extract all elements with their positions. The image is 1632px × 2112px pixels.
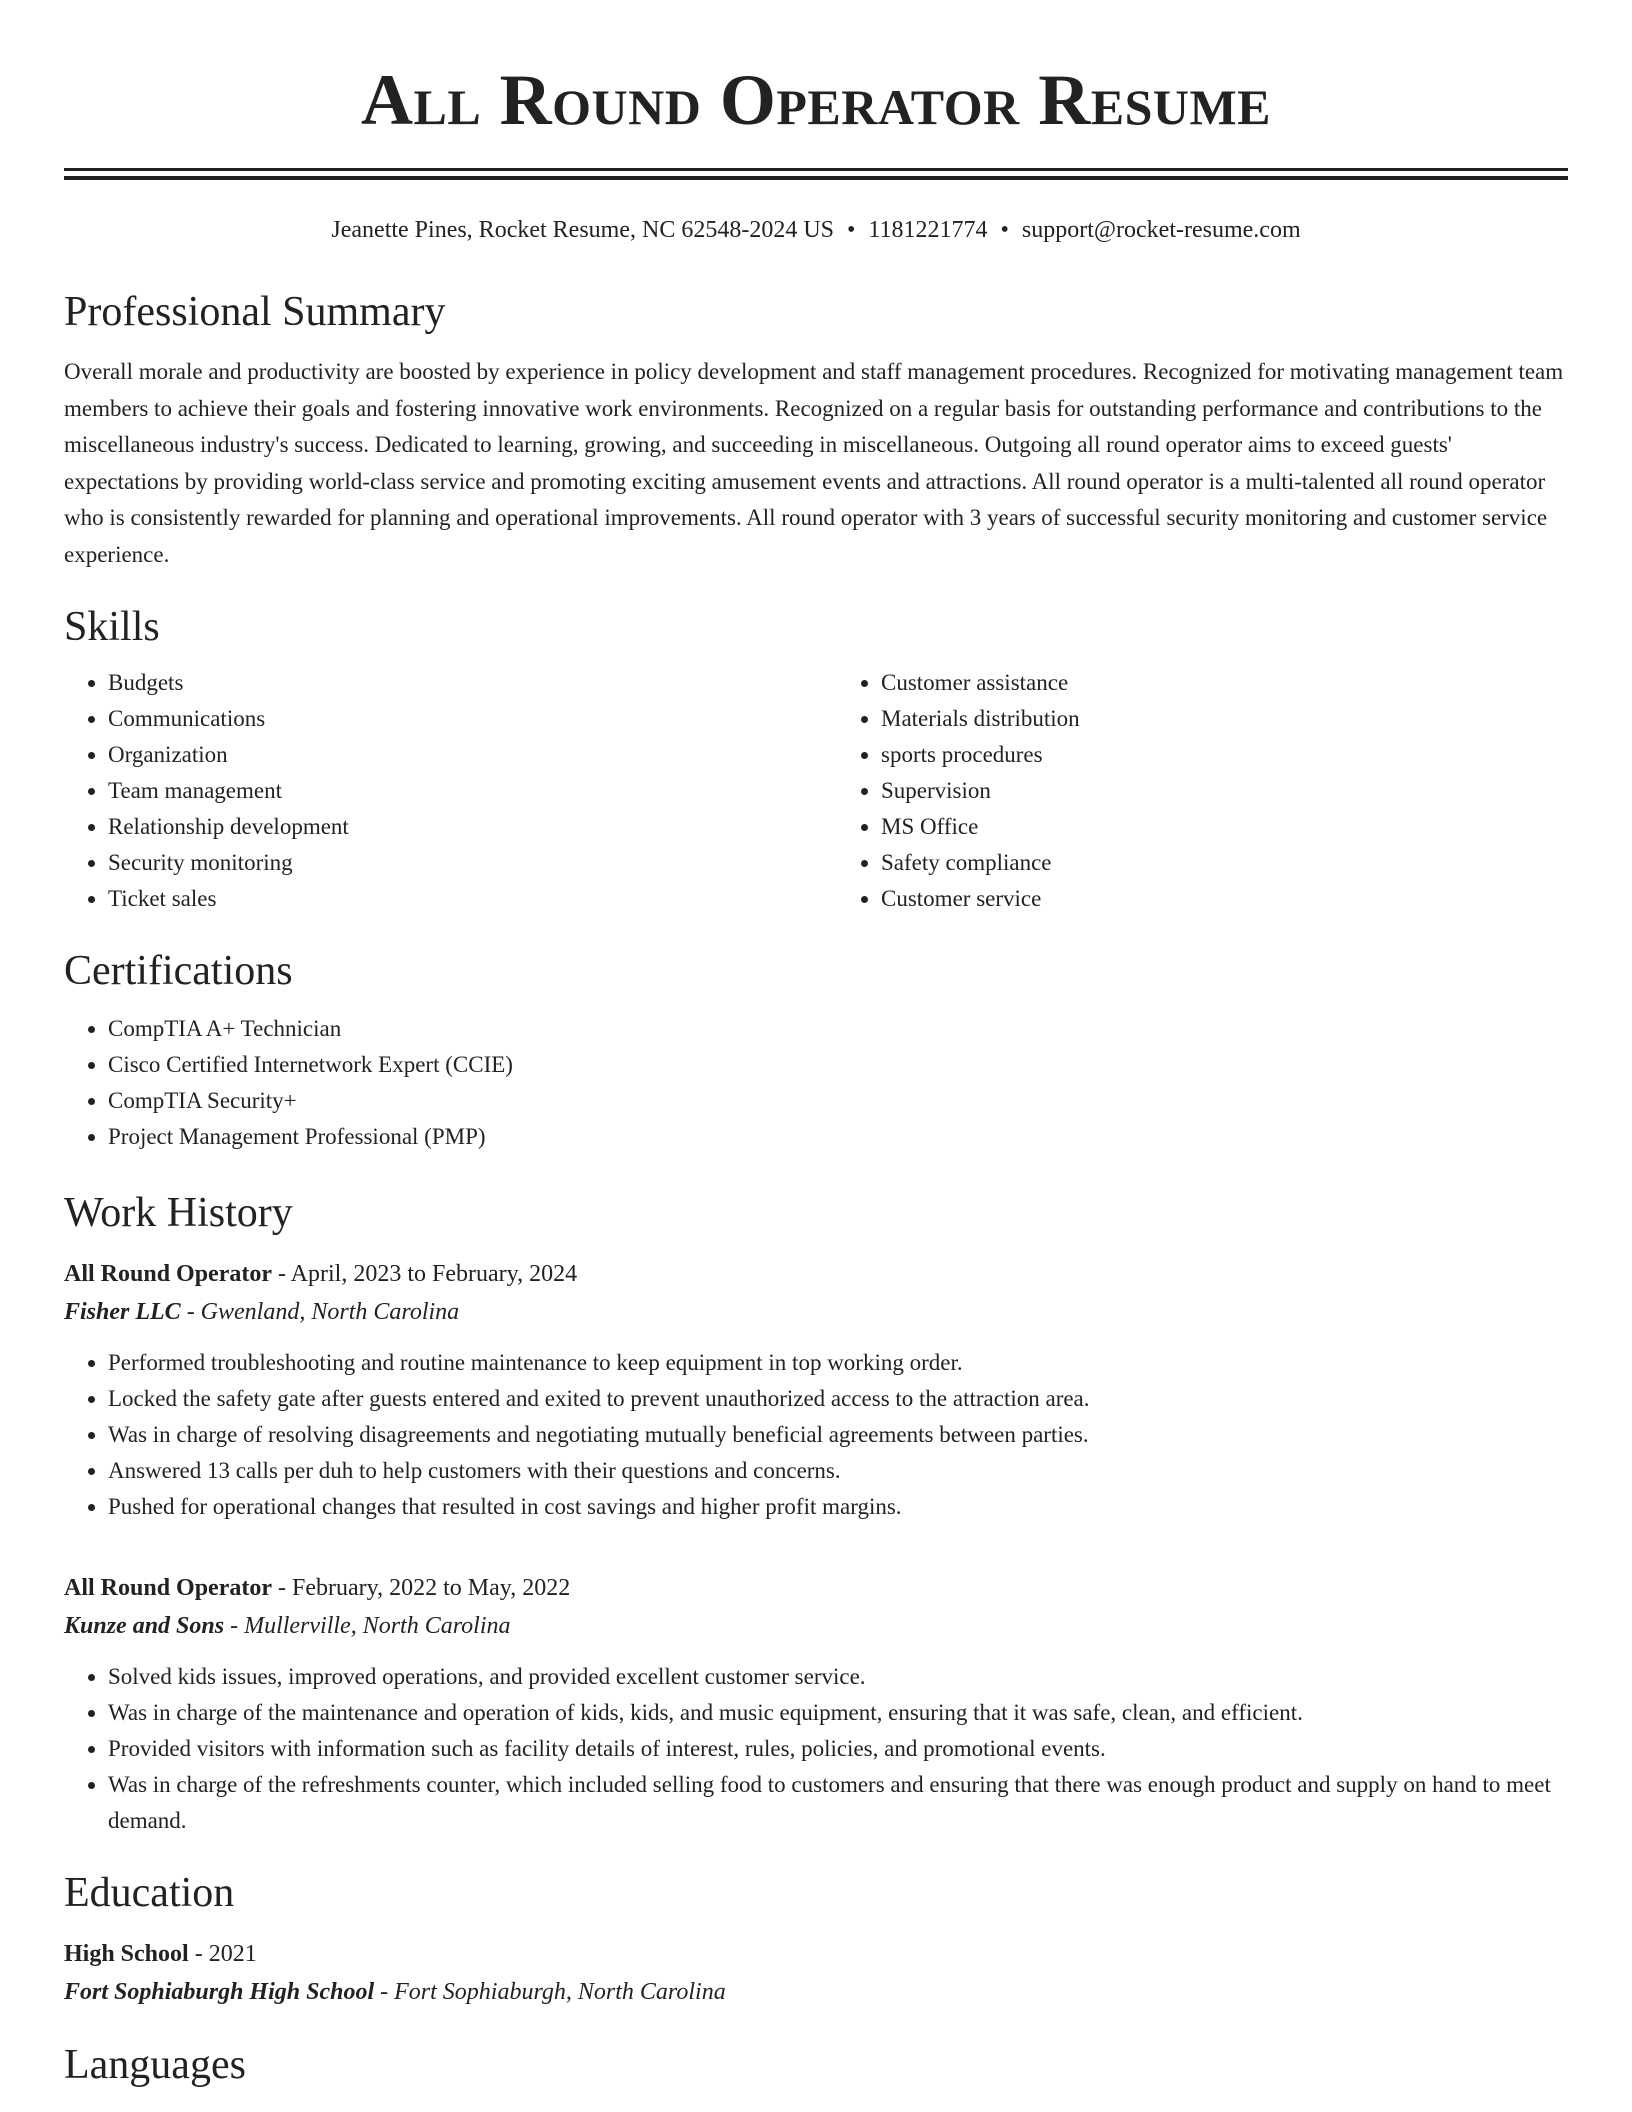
- skills-columns: [64, 665, 1568, 917]
- skill-item: • Communications: [108, 701, 795, 737]
- contact-line: [64, 214, 1568, 246]
- skill-item: • Safety compliance: [881, 845, 1568, 881]
- job-title-line: [64, 1569, 1568, 1607]
- certification-item: • CompTIA Security+: [108, 1083, 1568, 1119]
- contact-phone: 1181221774: [868, 217, 988, 243]
- job-location: - Gwenland, North Carolina: [180, 1299, 460, 1325]
- skills-heading: Skills: [64, 604, 160, 650]
- education-location: - Fort Sophiaburgh, North Carolina: [374, 1979, 726, 2005]
- resume-title: All Round Operator Resume: [360, 60, 1272, 140]
- job-bullet: • Was in charge of the maintenance and operation of kids, kids, and music equipment, ensuring that it was safe, clean, and efficient.: [108, 1695, 1568, 1731]
- job-location: - Mullerville, North Carolina: [224, 1613, 511, 1639]
- summary-heading: Professional Summary: [64, 289, 446, 335]
- education-school-line: [64, 1973, 1568, 2011]
- contact-separator: •: [847, 217, 856, 243]
- education-heading: Education: [64, 1870, 235, 1916]
- skill-item: • Customer service: [881, 881, 1568, 917]
- skill-item: • sports procedures: [881, 737, 1568, 773]
- job-bullet: • Locked the safety gate after guests entered and exited to prevent unauthorized access to the attraction area.: [108, 1381, 1568, 1417]
- education-school: Fort Sophiaburgh High School: [64, 1979, 375, 2005]
- job-company: Fisher LLC: [64, 1299, 181, 1325]
- job-company-line: [64, 1607, 1568, 1645]
- job-dates: - April, 2023 to February, 2024: [272, 1261, 578, 1287]
- certification-item: • CompTIA A+ Technician: [108, 1011, 1568, 1047]
- title-divider-top: [64, 168, 1568, 171]
- job-title: All Round Operator: [64, 1575, 273, 1601]
- skill-item: • Budgets: [108, 665, 795, 701]
- languages-heading: Languages: [64, 2042, 246, 2088]
- skill-item: • Customer assistance: [881, 665, 1568, 701]
- job-bullet: • Performed troubleshooting and routine maintenance to keep equipment in top working order.: [108, 1345, 1568, 1381]
- job-title: All Round Operator: [64, 1261, 273, 1287]
- title-divider-bottom: [64, 176, 1568, 180]
- job-bullets: [64, 1659, 1568, 1839]
- skill-item: • MS Office: [881, 809, 1568, 845]
- job-entry: [64, 1569, 1568, 1839]
- job-bullets: [64, 1345, 1568, 1525]
- certification-item: • Project Management Professional (PMP): [108, 1119, 1568, 1155]
- job-bullet: • Provided visitors with information such as facility details of interest, rules, policies, and promotional events.: [108, 1731, 1568, 1767]
- summary-text: Overall morale and productivity are boosted by experience in policy development and staff management procedures. Recognized for motivating management team members to achieve their goals and fostering innovative work environments. Recognized on a regular basis for outstanding performance and contributions to the miscellaneous industry's success. Dedicated to learning, growing, and succeeding in miscellaneous. Outgoing all round operator aims to exceed guests' expectations by providing world-class service and promoting exciting amusement events and attractions. All round operator is a multi-talented all round operator who is consistently rewarded for planning and operational improvements. All round operator with 3 years of successful security monitoring and customer service experience.: [64, 359, 1564, 567]
- skill-item: • Materials distribution: [881, 701, 1568, 737]
- certifications-list: [64, 1011, 1568, 1155]
- contact-address: Jeanette Pines, Rocket Resume, NC 62548-2024 US: [331, 217, 834, 243]
- resume-page: [64, 0, 1568, 2091]
- certifications-heading: Certifications: [64, 948, 293, 994]
- job-bullet: • Was in charge of the refreshments counter, which included selling food to customers and ensuring that there was enough product and supply on hand to meet demand.: [108, 1767, 1568, 1839]
- education-degree: High School: [64, 1941, 189, 1967]
- education-year: - 2021: [188, 1941, 257, 1967]
- skill-item: • Security monitoring: [108, 845, 795, 881]
- certification-item: • Cisco Certified Internetwork Expert (CCIE): [108, 1047, 1568, 1083]
- skill-item: • Organization: [108, 737, 795, 773]
- skill-item: • Team management: [108, 773, 795, 809]
- job-bullet: • Was in charge of resolving disagreements and negotiating mutually beneficial agreements between parties.: [108, 1417, 1568, 1453]
- skill-item: • Relationship development: [108, 809, 795, 845]
- skills-list-right: [837, 665, 1568, 917]
- job-entry: [64, 1255, 1568, 1525]
- job-title-line: [64, 1255, 1568, 1293]
- job-company-line: [64, 1293, 1568, 1331]
- job-bullet: • Solved kids issues, improved operations, and provided excellent customer service.: [108, 1659, 1568, 1695]
- education-degree-line: [64, 1935, 1568, 1973]
- job-company: Kunze and Sons: [64, 1613, 225, 1639]
- contact-email: support@rocket-resume.com: [1021, 217, 1301, 243]
- job-bullet: • Pushed for operational changes that resulted in cost savings and higher profit margins.: [108, 1489, 1568, 1525]
- skill-item: • Ticket sales: [108, 881, 795, 917]
- contact-separator: •: [1000, 217, 1009, 243]
- job-bullet: • Answered 13 calls per duh to help customers with their questions and concerns.: [108, 1453, 1568, 1489]
- skills-list-left: [64, 665, 795, 917]
- work-history-heading: Work History: [64, 1190, 293, 1236]
- skill-item: • Supervision: [881, 773, 1568, 809]
- job-dates: - February, 2022 to May, 2022: [272, 1575, 571, 1601]
